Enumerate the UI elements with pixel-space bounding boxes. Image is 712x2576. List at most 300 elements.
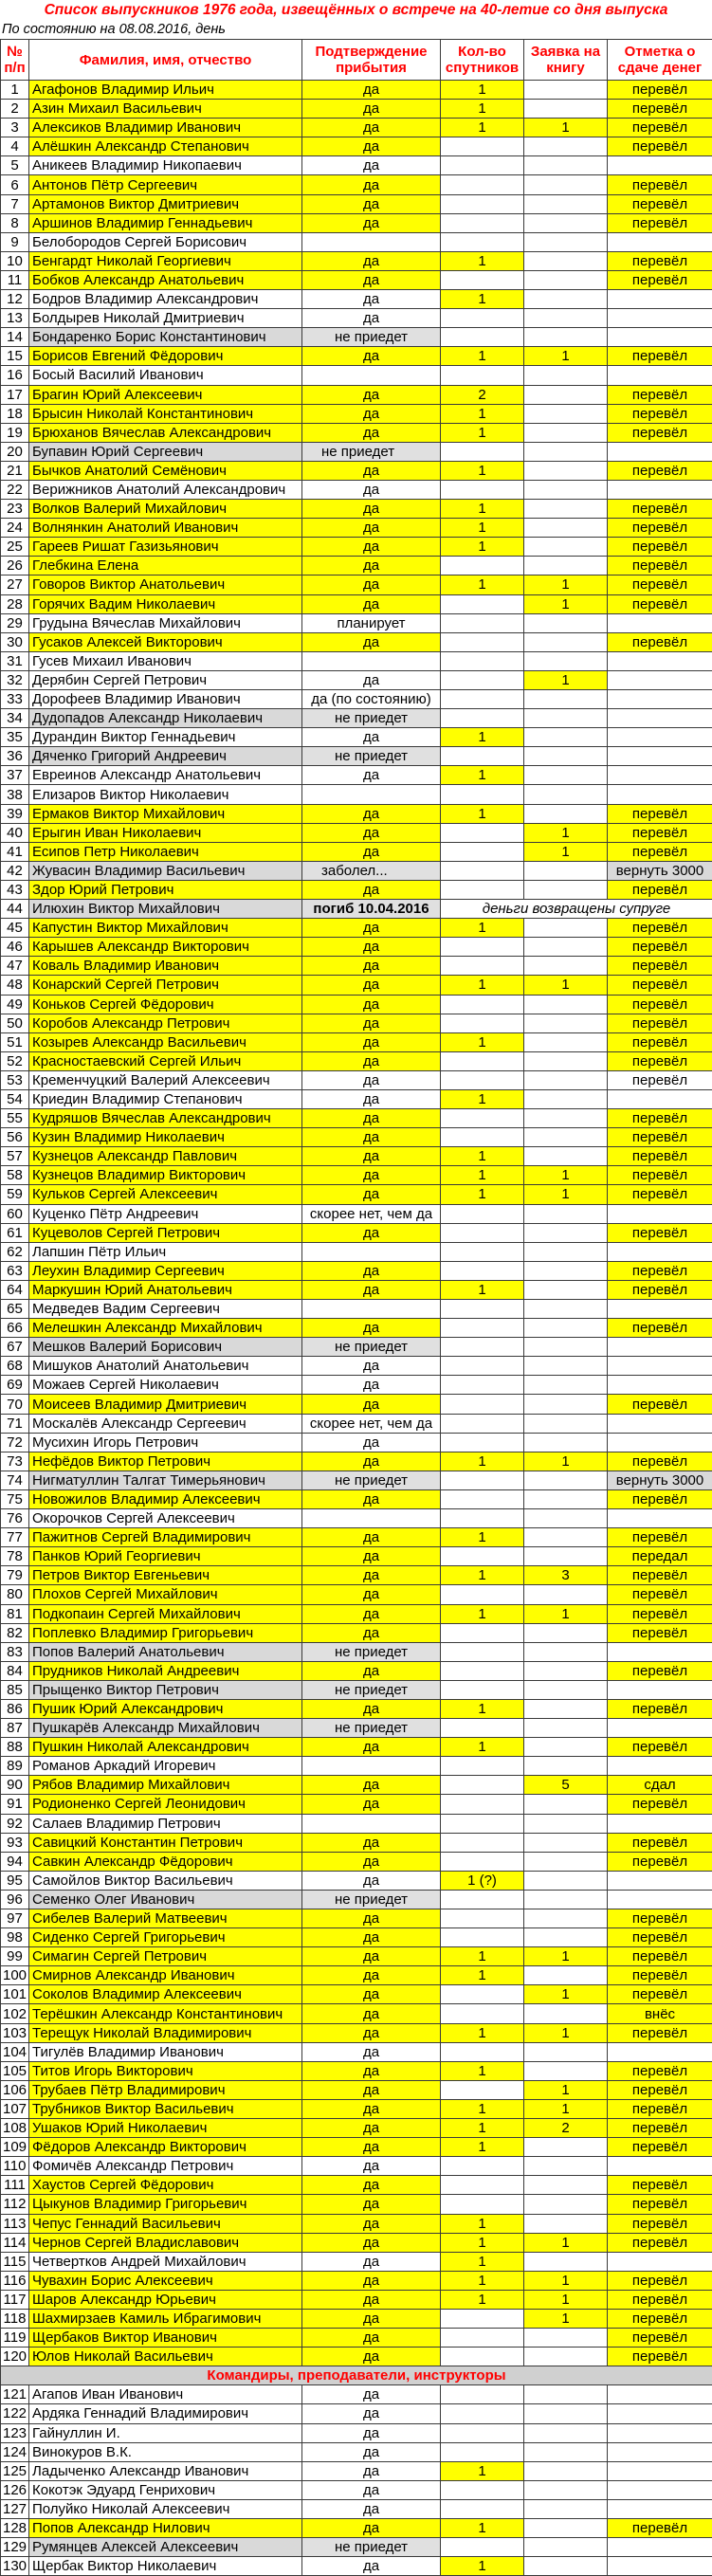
row-full-name: Агапов Иван Иванович: [29, 2385, 302, 2404]
row-full-name: Коваль Владимир Иванович: [29, 957, 302, 976]
table-row: [1, 1300, 712, 1319]
row-number: 45: [1, 919, 29, 938]
row-money-mark: перевёл: [608, 137, 712, 156]
row-money-mark: [608, 2480, 712, 2499]
table-row: [1, 747, 712, 766]
row-book-request: [524, 2176, 608, 2195]
row-confirmation: да: [302, 1357, 441, 1376]
row-money-mark: перевёл: [608, 175, 712, 194]
row-confirmation: да: [302, 2557, 441, 2576]
row-number: 78: [1, 1547, 29, 1566]
row-book-request: [524, 100, 608, 119]
row-companions: 1: [441, 119, 524, 137]
row-companions: 1: [441, 1452, 524, 1471]
table-row: [1, 1357, 712, 1376]
table-row: [1, 1547, 712, 1566]
row-book-request: 1: [524, 1947, 608, 1966]
row-number: 48: [1, 976, 29, 995]
row-full-name: Кузнецов Александр Павлович: [29, 1147, 302, 1166]
row-companions: 1: [441, 1699, 524, 1718]
row-number: 14: [1, 328, 29, 347]
row-book-request: [524, 957, 608, 976]
row-full-name: Четвертков Андрей Михайлович: [29, 2252, 302, 2271]
row-companions: [441, 1414, 524, 1433]
row-companions: [441, 1376, 524, 1395]
row-full-name: Борисов Евгений Фёдорович: [29, 347, 302, 366]
row-money-mark: перевёл: [608, 1489, 712, 1508]
row-full-name: Кузнецов Владимир Викторович: [29, 1166, 302, 1185]
table-row: [1, 2042, 712, 2061]
table-row: [1, 270, 712, 289]
row-companions: [441, 442, 524, 461]
row-book-request: 1: [524, 823, 608, 842]
row-book-request: [524, 2423, 608, 2442]
row-companions: [441, 2538, 524, 2557]
table-row: [1, 1623, 712, 1642]
row-money-mark: перевёл: [608, 1319, 712, 1338]
table-row: [1, 480, 712, 499]
row-number: 18: [1, 404, 29, 423]
row-number: 51: [1, 1032, 29, 1051]
row-companions: [441, 1509, 524, 1528]
row-confirmation: да: [302, 100, 441, 119]
row-book-request: [524, 2404, 608, 2423]
row-full-name: Алексиков Владимир Иванович: [29, 119, 302, 137]
row-companions: [441, 1928, 524, 1947]
table-row: [1, 594, 712, 613]
table-row: [1, 2214, 712, 2233]
instructors-body: [1, 2385, 712, 2576]
row-book-request: 1: [524, 1604, 608, 1623]
row-full-name: Шахмирзаев Камиль Ибрагимович: [29, 2309, 302, 2328]
table-row: [1, 2423, 712, 2442]
row-book-request: [524, 2061, 608, 2080]
row-full-name: Кременчуцкий Валерий Алексеевич: [29, 1070, 302, 1089]
row-book-request: [524, 270, 608, 289]
row-number: 23: [1, 500, 29, 519]
table-row: [1, 2195, 712, 2214]
row-confirmation: да: [302, 1376, 441, 1395]
row-full-name: Бупавин Юрий Сергеевич: [29, 442, 302, 461]
row-book-request: [524, 1070, 608, 1089]
row-companions: [441, 690, 524, 709]
row-number: 28: [1, 594, 29, 613]
row-number: 74: [1, 1471, 29, 1489]
row-confirmation: да (по состоянию): [302, 690, 441, 709]
row-number: 105: [1, 2061, 29, 2080]
row-number: 4: [1, 137, 29, 156]
row-book-request: [524, 1699, 608, 1718]
row-money-mark: перевёл: [608, 1185, 712, 1204]
row-companions: 1: [441, 1528, 524, 1547]
row-money-mark: перевёл: [608, 2214, 712, 2233]
row-full-name: Родионенко Сергей Леонидович: [29, 1795, 302, 1814]
row-confirmation: да: [302, 1089, 441, 1108]
row-money-mark: перевёл: [608, 1928, 712, 1947]
row-companions: 1: [441, 2214, 524, 2233]
row-full-name: Босый Василий Иванович: [29, 366, 302, 385]
row-full-name: Артамонов Виктор Дмитриевич: [29, 194, 302, 213]
row-confirmation: да: [302, 2176, 441, 2195]
table-row: [1, 1395, 712, 1414]
row-confirmation: не приедет: [302, 747, 441, 766]
row-money-mark: перевёл: [608, 1909, 712, 1928]
row-confirmation: да: [302, 1223, 441, 1242]
row-money-mark: перевёл: [608, 1147, 712, 1166]
row-number: 6: [1, 175, 29, 194]
row-confirmation: да: [302, 1128, 441, 1147]
row-confirmation: [302, 366, 441, 385]
row-book-request: 5: [524, 1776, 608, 1795]
row-number: 76: [1, 1509, 29, 1528]
row-full-name: Кузин Владимир Николаевич: [29, 1128, 302, 1147]
table-row: [1, 957, 712, 976]
row-companions: 1: [441, 1947, 524, 1966]
row-book-request: [524, 2557, 608, 2576]
row-companions: [441, 2042, 524, 2061]
header-money-mark: Отметка о сдаче денег: [608, 40, 712, 81]
table-row: [1, 1185, 712, 1204]
row-confirmation: [302, 232, 441, 251]
table-row: [1, 1261, 712, 1280]
row-money-mark: [608, 2557, 712, 2576]
row-number: 63: [1, 1261, 29, 1280]
row-full-name: Симагин Сергей Петрович: [29, 1947, 302, 1966]
row-companions: 1: [441, 976, 524, 995]
table-row: [1, 2099, 712, 2118]
row-confirmation: не приедет: [302, 1680, 441, 1699]
row-book-request: [524, 1795, 608, 1814]
row-money-mark: перевёл: [608, 1566, 712, 1585]
row-companions: [441, 823, 524, 842]
row-number: 80: [1, 1585, 29, 1604]
row-full-name: Леухин Владимир Сергеевич: [29, 1261, 302, 1280]
row-number: 91: [1, 1795, 29, 1814]
row-full-name: Кудряшов Вячеслав Александрович: [29, 1109, 302, 1128]
row-money-mark: сдал: [608, 1776, 712, 1795]
row-number: 8: [1, 213, 29, 232]
row-companions: [441, 1852, 524, 1871]
row-money-mark: перевёл: [608, 404, 712, 423]
row-confirmation: да: [302, 1776, 441, 1795]
row-number: 106: [1, 2080, 29, 2099]
row-companions: 1: [441, 2519, 524, 2538]
row-companions: [441, 1814, 524, 1833]
row-companions: [441, 1471, 524, 1489]
row-book-request: [524, 2252, 608, 2271]
row-book-request: [524, 328, 608, 347]
row-book-request: [524, 500, 608, 519]
row-confirmation: [302, 1814, 441, 1833]
row-money-mark: [608, 1509, 712, 1528]
row-full-name: Подкопаин Сергей Михайлович: [29, 1604, 302, 1623]
row-money-mark: перевёл: [608, 1604, 712, 1623]
row-money-mark: перевёл: [608, 538, 712, 557]
row-book-request: [524, 1338, 608, 1357]
table-row: [1, 1699, 712, 1718]
row-number: 81: [1, 1604, 29, 1623]
document-title: Список выпускников 1976 года, извещённых о встрече на 40-летие со дня выпуска: [0, 0, 712, 21]
row-confirmation: да: [302, 461, 441, 480]
row-book-request: [524, 613, 608, 632]
row-confirmation: да: [302, 1051, 441, 1070]
row-money-mark: [608, 1642, 712, 1661]
row-confirmation: да: [302, 575, 441, 594]
row-confirmation: да: [302, 2080, 441, 2099]
row-confirmation: да: [302, 2271, 441, 2290]
row-companions: 1: [441, 347, 524, 366]
row-companions: [441, 613, 524, 632]
row-companions: [441, 2329, 524, 2348]
row-book-request: [524, 1890, 608, 1909]
row-money-mark: [608, 328, 712, 347]
row-full-name: Евреинов Александр Анатольевич: [29, 766, 302, 785]
row-confirmation: скорее нет, чем да: [302, 1204, 441, 1223]
row-confirmation: да: [302, 2099, 441, 2118]
row-number: 9: [1, 232, 29, 251]
row-companions: 1: [441, 2461, 524, 2480]
row-book-request: [524, 1528, 608, 1547]
row-confirmation: не приедет: [302, 1642, 441, 1661]
row-money-mark: [608, 2461, 712, 2480]
row-confirmation: да: [302, 2138, 441, 2157]
row-book-request: [524, 632, 608, 651]
row-full-name: Конарский Сергей Петрович: [29, 976, 302, 995]
table-row: [1, 1585, 712, 1604]
row-money-mark: перевёл: [608, 938, 712, 957]
row-money-mark: [608, 1376, 712, 1395]
row-full-name: Белобородов Сергей Борисович: [29, 232, 302, 251]
row-book-request: [524, 1852, 608, 1871]
table-row: [1, 1147, 712, 1166]
row-full-name: Романов Аркадий Игоревич: [29, 1757, 302, 1776]
row-companions: [441, 137, 524, 156]
graduates-body: [1, 81, 712, 2366]
row-number: 87: [1, 1719, 29, 1738]
row-full-name: Прудников Николай Андреевич: [29, 1661, 302, 1680]
table-row: [1, 2252, 712, 2271]
row-number: 43: [1, 880, 29, 899]
row-money-mark: перевёл: [608, 1947, 712, 1966]
row-full-name: Жувасин Владимир Васильевич: [29, 861, 302, 880]
row-companions: [441, 2499, 524, 2518]
row-money-mark: вернуть 3000: [608, 861, 712, 880]
row-confirmation: [302, 1242, 441, 1261]
row-number: 65: [1, 1300, 29, 1319]
row-money-mark: [608, 1357, 712, 1376]
row-confirmation: да: [302, 823, 441, 842]
row-book-request: [524, 1242, 608, 1261]
row-confirmation: да: [302, 1185, 441, 1204]
row-book-request: [524, 194, 608, 213]
row-full-name: Можаев Сергей Николаевич: [29, 1376, 302, 1395]
row-companions: [441, 2080, 524, 2099]
row-book-request: 1: [524, 1985, 608, 2004]
row-book-request: 1: [524, 119, 608, 137]
table-row: [1, 1128, 712, 1147]
row-confirmation: да: [302, 538, 441, 557]
row-number: 119: [1, 2329, 29, 2348]
row-confirmation: скорее нет, чем да: [302, 1414, 441, 1433]
row-book-request: [524, 2157, 608, 2176]
table-row: [1, 442, 712, 461]
row-number: 130: [1, 2557, 29, 2576]
row-number: 96: [1, 1890, 29, 1909]
table-row: [1, 575, 712, 594]
row-companions: 1: [441, 728, 524, 747]
row-number: 15: [1, 347, 29, 366]
row-money-mark: перевёл: [608, 995, 712, 1014]
table-row: [1, 2157, 712, 2176]
row-book-request: [524, 1414, 608, 1433]
row-companions: [441, 670, 524, 689]
row-confirmation: да: [302, 594, 441, 613]
row-full-name: Козырев Александр Васильевич: [29, 1032, 302, 1051]
row-number: 66: [1, 1319, 29, 1338]
row-companions: 1: [441, 1185, 524, 1204]
row-companions: 1: [441, 2290, 524, 2309]
row-confirmation: да: [302, 1166, 441, 1185]
row-money-mark: перевёл: [608, 2233, 712, 2252]
row-book-request: [524, 232, 608, 251]
row-full-name: Плохов Сергей Михайлович: [29, 1585, 302, 1604]
row-money-mark: перевёл: [608, 1395, 712, 1414]
row-full-name: Гусев Михаил Иванович: [29, 651, 302, 670]
row-book-request: [524, 309, 608, 328]
row-companions: [441, 2442, 524, 2461]
row-full-name: Верижников Анатолий Александрович: [29, 480, 302, 499]
row-full-name: Мусихин Игорь Петрович: [29, 1433, 302, 1452]
row-number: 97: [1, 1909, 29, 1928]
row-money-mark: перевёл: [608, 1795, 712, 1814]
row-companions: [441, 194, 524, 213]
row-money-mark: перевёл: [608, 119, 712, 137]
row-money-mark: [608, 290, 712, 309]
row-money-mark: [608, 690, 712, 709]
table-row: [1, 1757, 712, 1776]
row-book-request: [524, 804, 608, 823]
row-confirmation: да: [302, 500, 441, 519]
row-number: 86: [1, 1699, 29, 1718]
table-row: [1, 823, 712, 842]
row-number: 103: [1, 2023, 29, 2042]
row-full-name: Бенгардт Николай Георгиевич: [29, 251, 302, 270]
row-companions: [441, 1680, 524, 1699]
row-number: 19: [1, 423, 29, 442]
row-number: 52: [1, 1051, 29, 1070]
row-full-name: Горячих Вадим Николаевич: [29, 594, 302, 613]
row-confirmation: да: [302, 557, 441, 575]
row-companions: [441, 995, 524, 1014]
row-full-name: Пушик Юрий Александрович: [29, 1699, 302, 1718]
row-companions: [441, 1776, 524, 1795]
row-full-name: Дяченко Григорий Андреевич: [29, 747, 302, 766]
table-row: [1, 366, 712, 385]
table-row: [1, 1414, 712, 1433]
row-book-request: [524, 1642, 608, 1661]
row-confirmation: заболел...: [302, 861, 441, 880]
row-money-mark: перевёл: [608, 1070, 712, 1089]
row-companions: [441, 938, 524, 957]
row-book-request: 1: [524, 2023, 608, 2042]
row-confirmation: не приедет: [302, 1471, 441, 1489]
row-book-request: [524, 251, 608, 270]
row-companions: 1: [441, 2061, 524, 2080]
table-row: [1, 1433, 712, 1452]
row-book-request: [524, 1014, 608, 1032]
row-confirmation: да: [302, 1795, 441, 1814]
row-companions: 1: [441, 519, 524, 538]
row-companions: [441, 480, 524, 499]
row-book-request: [524, 385, 608, 404]
row-book-request: 1: [524, 670, 608, 689]
row-confirmation: да: [302, 1604, 441, 1623]
row-money-mark: перевёл: [608, 594, 712, 613]
row-money-mark: перевёл: [608, 423, 712, 442]
row-confirmation: да: [302, 2309, 441, 2328]
row-full-name: Глебкина Елена: [29, 557, 302, 575]
row-number: 90: [1, 1776, 29, 1795]
row-number: 67: [1, 1338, 29, 1357]
row-companions: [441, 156, 524, 175]
row-money-mark: перевёл: [608, 1852, 712, 1871]
row-confirmation: да: [302, 919, 441, 938]
row-full-name: Полуйко Николай Алексеевич: [29, 2499, 302, 2518]
row-companions: 1: [441, 804, 524, 823]
row-companions: 1: [441, 2119, 524, 2138]
row-companions: [441, 2348, 524, 2366]
row-book-request: [524, 1261, 608, 1280]
row-book-request: [524, 1395, 608, 1414]
row-money-mark: перевёл: [608, 1109, 712, 1128]
row-money-mark: перевёл: [608, 385, 712, 404]
row-number: 10: [1, 251, 29, 270]
row-money-mark: перевёл: [608, 1699, 712, 1718]
row-full-name: Капустин Виктор Михайлович: [29, 919, 302, 938]
row-confirmation: да: [302, 404, 441, 423]
row-companions: [441, 1661, 524, 1680]
table-row: [1, 1051, 712, 1070]
row-full-name: Мешков Валерий Борисович: [29, 1338, 302, 1357]
row-money-mark: перевёл: [608, 880, 712, 899]
row-full-name: Щербаков Виктор Иванович: [29, 2329, 302, 2348]
row-confirmation: да: [302, 1852, 441, 1871]
table-row: [1, 1566, 712, 1585]
row-number: 107: [1, 2099, 29, 2118]
row-number: 24: [1, 519, 29, 538]
table-row: [1, 670, 712, 689]
row-companions: 1: [441, 2138, 524, 2157]
table-row: [1, 1452, 712, 1471]
row-book-request: [524, 1051, 608, 1070]
row-confirmation: да: [302, 632, 441, 651]
row-number: 42: [1, 861, 29, 880]
row-money-mark: вернуть 3000: [608, 1471, 712, 1489]
row-money-mark: перевёл: [608, 957, 712, 976]
row-number: 122: [1, 2404, 29, 2423]
table-row: [1, 1280, 712, 1299]
row-confirmation: [302, 1757, 441, 1776]
row-confirmation: да: [302, 2042, 441, 2061]
row-confirmation: да: [302, 1489, 441, 1508]
table-row: [1, 81, 712, 100]
row-book-request: [524, 938, 608, 957]
row-money-mark: перевёл: [608, 976, 712, 995]
row-companions: [441, 957, 524, 976]
row-book-request: 2: [524, 2119, 608, 2138]
row-companions: [441, 880, 524, 899]
row-confirmation: да: [302, 938, 441, 957]
